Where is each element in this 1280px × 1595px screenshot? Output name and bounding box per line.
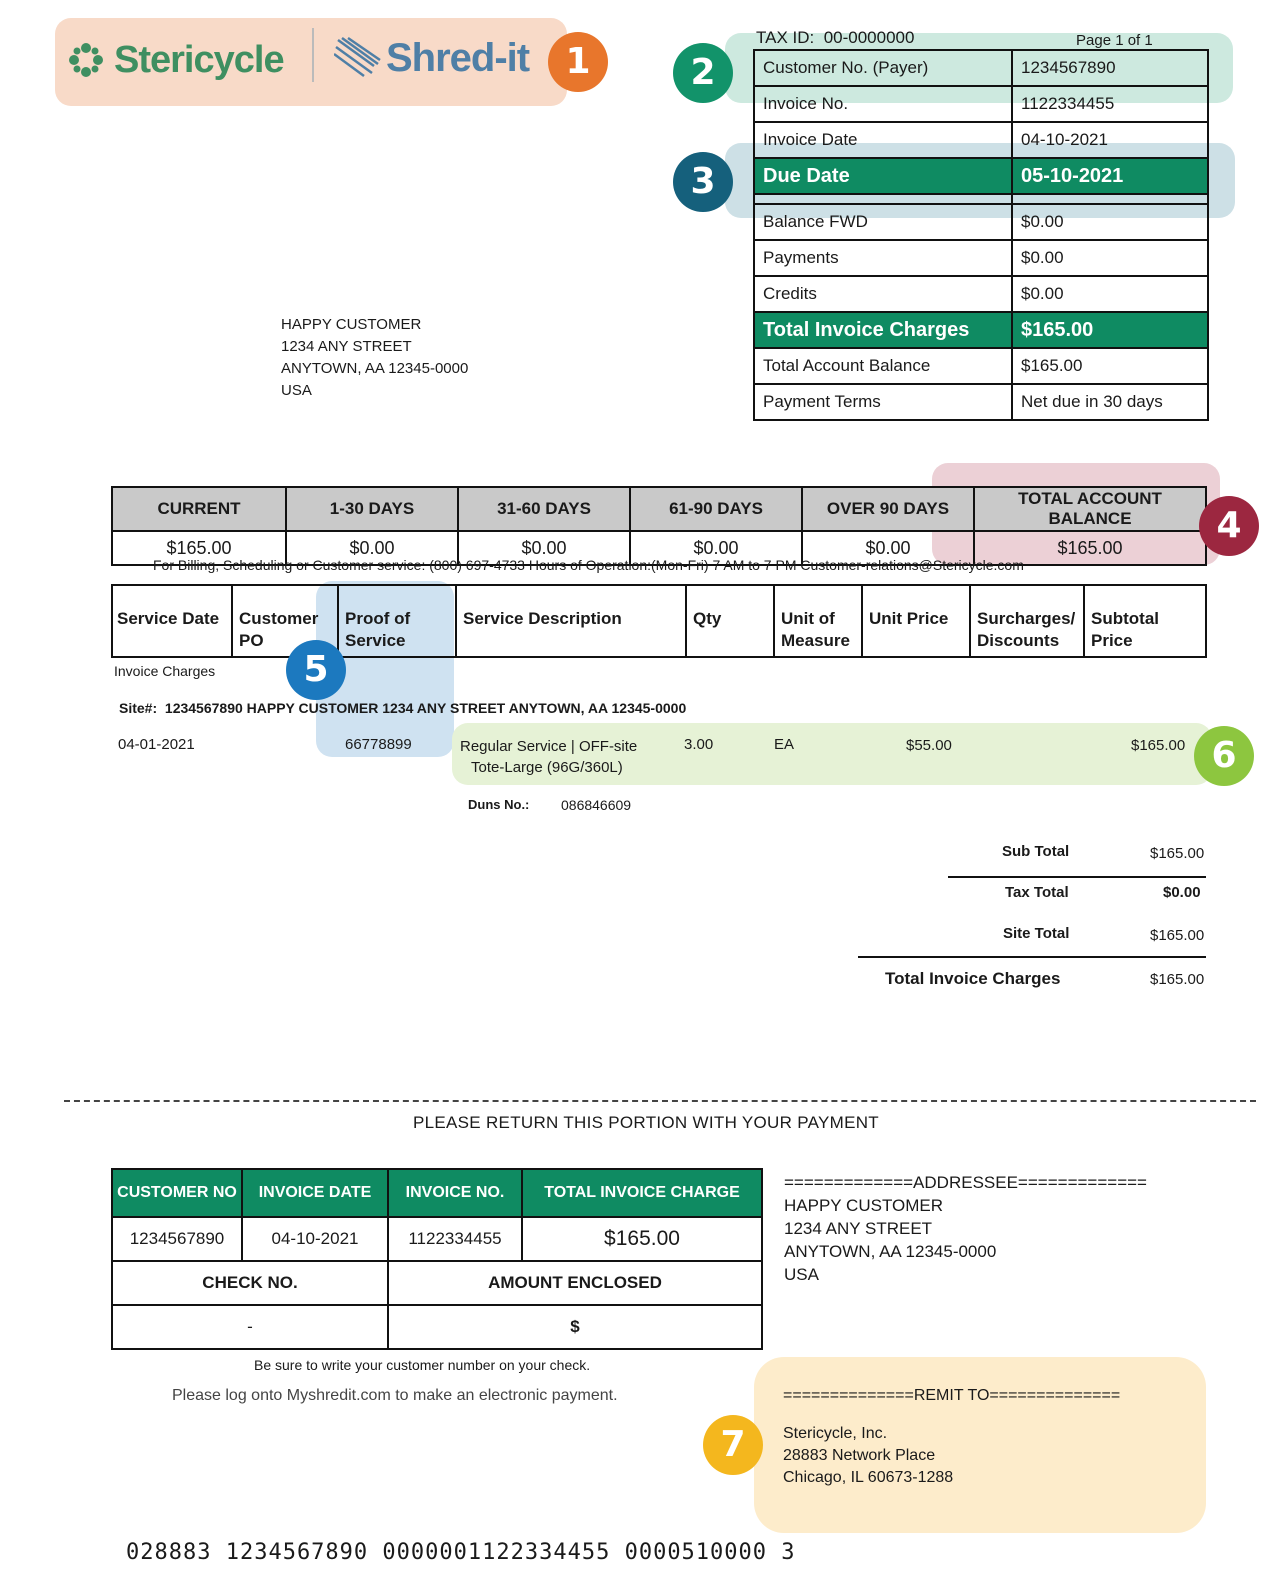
aging-header-row: CURRENT 1-30 DAYS 31-60 DAYS 61-90 DAYS OVER 90 DAYS TOTAL ACCOUNT BALANCE: [112, 487, 1206, 531]
stericycle-wordmark: Stericycle: [114, 38, 284, 81]
col-service-date: Service Date: [117, 609, 220, 628]
line-item-proof: 66778899: [345, 736, 412, 753]
summary-row: Customer No. (Payer) 1234567890: [754, 50, 1208, 86]
stericycle-flower-icon: [66, 40, 106, 80]
badge-3: 3: [673, 152, 733, 212]
check-no-field[interactable]: -: [112, 1305, 388, 1349]
totals-sub-value: $165.00: [1150, 845, 1205, 862]
tax-id: TAX ID: 00-0000000: [756, 28, 915, 47]
service-header: [111, 584, 1207, 658]
invoice-summary-table: [753, 49, 1209, 421]
col-customer-po: Customer PO: [231, 586, 337, 656]
summary-row: Invoice Date 04-10-2021: [754, 122, 1208, 158]
duns-value: 086846609: [561, 797, 632, 813]
line-item-uom: EA: [774, 736, 795, 753]
badge-7: 7: [703, 1415, 763, 1475]
remit-to-block: ==============REMIT TO============== Stericycle, Inc. 28883 Network Place Chicago, IL 60673-1288: [783, 1387, 1121, 1486]
customer-address: HAPPY CUSTOMER 1234 ANY STREET ANYTOWN, AA 12345-0000 USA: [281, 316, 469, 399]
check-note: Be sure to write your customer number on your check.: [254, 1357, 591, 1373]
col-uom: Unit of Measure: [773, 586, 861, 656]
col-qty: Qty: [685, 586, 773, 656]
return-title: PLEASE RETURN THIS PORTION WITH YOUR PAYMENT: [413, 1113, 879, 1132]
remit-input-row: [112, 1305, 762, 1349]
contact-line: For Billing, Scheduling or Customer service: (800) 697-4733 Hours of Operation:(Mon-Fri) 7 AM to 7 PM Customer-relations@Stericycle.com: [153, 557, 1024, 573]
micr-line: 028883 1234567890 0000001122334455 0000510000 3: [126, 1540, 796, 1565]
site-line: Site#: 1234567890 HAPPY CUSTOMER 1234 ANY STREET ANYTOWN, AA 12345-0000: [119, 700, 687, 716]
badge-2: 2: [673, 43, 733, 103]
aging-value-row: $165.00 $0.00 $0.00 $0.00 $0.00 $165.00: [112, 531, 1206, 565]
totals-rule: [948, 876, 1206, 878]
col-surcharges: Surcharges/ Discounts: [969, 586, 1083, 656]
col-description: Service Description: [455, 586, 685, 656]
badge-1: 1: [548, 32, 608, 92]
summary-row: Balance FWD $0.00: [754, 204, 1208, 240]
remit-header-row: CUSTOMER NO INVOICE DATE INVOICE NO. TOTAL INVOICE CHARGE: [112, 1169, 762, 1217]
totals-site-value: $165.00: [1150, 927, 1205, 944]
stericycle-logo: [66, 30, 284, 90]
summary-row: Credits $0.00: [754, 276, 1208, 312]
line-item-unit-price: $55.00: [906, 737, 952, 754]
shredit-wordmark: Shred-it: [386, 35, 530, 80]
cut-line: [64, 1100, 1256, 1102]
remit-value-row: 1234567890 04-10-2021 1122334455 $165.00: [112, 1217, 762, 1261]
badge-5: 5: [286, 640, 346, 700]
totals-rule-2: [858, 956, 1206, 958]
totals-sub-label: Sub Total: [1002, 843, 1070, 860]
remit-label-row: CHECK NO. AMOUNT ENCLOSED: [112, 1261, 762, 1305]
col-unit-price: Unit Price: [861, 586, 969, 656]
line-item-subtotal: $165.00: [1131, 737, 1186, 754]
summary-row: Invoice No. 1122334455: [754, 86, 1208, 122]
line-item-desc: Regular Service | OFF-site Tote-Large (96G/360L): [460, 738, 638, 776]
summary-row: Payment Terms Net due in 30 days: [754, 384, 1208, 420]
summary-row: Payments $0.00: [754, 240, 1208, 276]
line-item-qty: 3.00: [684, 736, 714, 753]
invoice-charges-label: Invoice Charges: [114, 663, 216, 679]
totals-tax-value: $0.00: [1163, 884, 1201, 901]
remit-table: [111, 1168, 763, 1350]
amount-enclosed-field[interactable]: $: [388, 1305, 762, 1349]
totals-invoice-value: $165.00: [1150, 971, 1205, 988]
summary-row: Total Account Balance $165.00: [754, 348, 1208, 384]
col-proof: Proof of Service: [337, 586, 455, 656]
badge-6: 6: [1194, 726, 1254, 786]
aging-table: [111, 486, 1207, 566]
badge-4: 4: [1199, 496, 1259, 556]
logo-divider: [312, 28, 314, 82]
due-date-row: Due Date 05-10-2021: [754, 158, 1208, 194]
addressee-block: =============ADDRESSEE============= HAPPY CUSTOMER 1234 ANY STREET ANYTOWN, AA 12345-0000 USA: [784, 1173, 1147, 1284]
shredit-logo: [334, 28, 529, 88]
summary-spacer: [754, 194, 1208, 204]
online-note: Please log onto Myshredit.com to make an electronic payment.: [172, 1387, 618, 1404]
totals-invoice-label: Total Invoice Charges: [885, 969, 1061, 988]
line-item-date: 04-01-2021: [118, 736, 195, 753]
col-subtotal: Subtotal Price: [1083, 586, 1203, 656]
duns-label: Duns No.:: [468, 797, 530, 812]
page-number: Page 1 of 1: [1076, 32, 1153, 49]
totals-tax-label: Tax Total: [1005, 884, 1069, 901]
total-charges-row: Total Invoice Charges $165.00: [754, 312, 1208, 348]
shredit-stripes-icon: [334, 36, 382, 80]
totals-site-label: Site Total: [1003, 925, 1070, 942]
